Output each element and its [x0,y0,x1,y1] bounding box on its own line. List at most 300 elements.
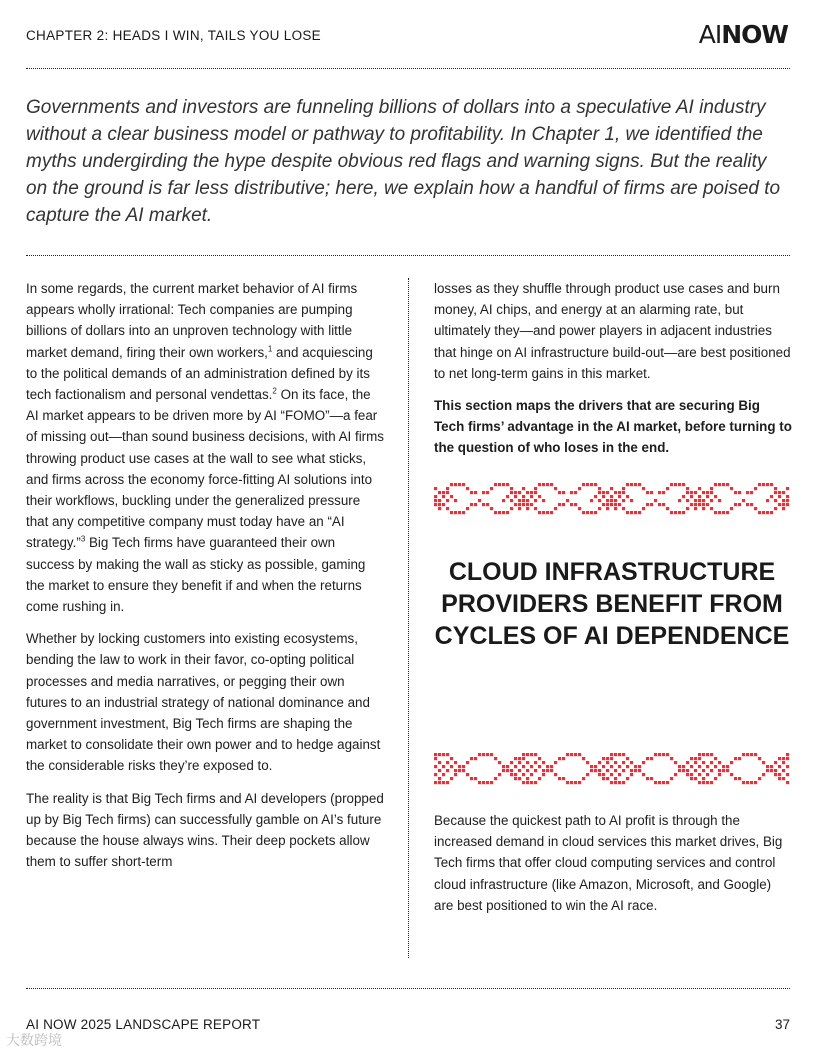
pattern-pixel [782,761,785,764]
pattern-pixel [598,769,601,772]
pattern-pixel [554,487,557,490]
pattern-pixel [726,483,729,486]
pattern-pixel [470,503,473,506]
pattern-pixel [438,507,441,510]
pattern-pixel [714,495,717,498]
pattern-pixel [590,499,593,502]
pattern-pixel [482,753,485,756]
pattern-pixel [654,753,657,756]
pattern-pixel [766,765,769,768]
ai-now-logo: AINOW [698,20,788,49]
footer-report-title: AI NOW 2025 LANDSCAPE REPORT [26,1017,261,1032]
pattern-pixel [610,503,613,506]
pattern-pixel [694,757,697,760]
pattern-pixel [534,769,537,772]
pattern-pixel [446,487,449,490]
pattern-pixel [758,777,761,780]
pattern-pixel [614,507,617,510]
pattern-pixel [742,781,745,784]
pattern-pixel [682,511,685,514]
pattern-pixel [610,487,613,490]
pattern-pixel [594,769,597,772]
pattern-pixel [550,769,553,772]
pattern-pixel [678,499,681,502]
pattern-pixel [694,491,697,494]
pattern-pixel [462,769,465,772]
pattern-pixel [702,753,705,756]
pattern-pixel [642,487,645,490]
pattern-pixel [650,777,653,780]
pattern-pixel [482,491,485,494]
pattern-pixel [722,765,725,768]
pattern-pixel [614,503,617,506]
pattern-pixel [742,753,745,756]
pattern-pixel [486,491,489,494]
pattern-pixel [726,511,729,514]
right-bold-paragraph: This section maps the drivers that are securing Big Tech firms’ advantage in the AI market, before turning to the question of who loses in the end. [434,398,792,456]
pattern-pixel [698,753,701,756]
footnote-ref-2[interactable]: 2 [272,386,277,396]
pattern-pixel [558,777,561,780]
pattern-pixel [622,499,625,502]
pattern-pixel [462,483,465,486]
pattern-pixel [542,483,545,486]
pattern-pixel [534,753,537,756]
pattern-pixel [730,487,733,490]
pattern-pixel [738,503,741,506]
pattern-pixel [714,511,717,514]
pattern-pixel [498,483,501,486]
pattern-pixel [446,781,449,784]
pattern-pixel [530,491,533,494]
section-title: CLOUD INFRASTRUCTURE PROVIDERS BENEFIT FROM CYCLES OF AI DEPENDENCE [434,558,790,650]
pattern-pixel [546,483,549,486]
pattern-pixel [750,503,753,506]
pattern-pixel [462,765,465,768]
pattern-pixel [734,777,737,780]
pattern-pixel [638,511,641,514]
pattern-pixel [622,753,625,756]
pattern-pixel [578,753,581,756]
pattern-pixel [498,761,501,764]
pattern-pixel [662,753,665,756]
pattern-pixel [554,761,557,764]
pattern-pixel [450,495,453,498]
pattern-pixel [486,781,489,784]
pattern-pixel [786,757,789,760]
pattern-pixel [518,491,521,494]
pattern-pixel [438,769,441,772]
pattern-pixel [602,495,605,498]
pattern-pixel [434,487,437,490]
pattern-pixel [658,781,661,784]
pattern-pixel [626,765,629,768]
pattern-pixel [466,507,469,510]
pattern-pixel [602,773,605,776]
pattern-pixel [522,503,525,506]
pattern-pixel [450,765,453,768]
pattern-pixel [670,483,673,486]
right-column [434,278,792,470]
pattern-pixel [434,503,437,506]
pattern-pixel [570,753,573,756]
pattern-pixel [682,483,685,486]
pattern-pixel [682,765,685,768]
pattern-pixel [602,765,605,768]
pattern-pixel [702,777,705,780]
pattern-pixel [454,773,457,776]
pattern-pixel [706,773,709,776]
pattern-pixel [666,487,669,490]
pattern-pixel [734,757,737,760]
pattern-pixel [778,777,781,780]
pattern-pixel [754,753,757,756]
pattern-pixel [530,495,533,498]
pattern-pixel [762,511,765,514]
pattern-pixel [526,491,529,494]
pattern-pixel [646,503,649,506]
pattern-pixel [778,495,781,498]
pattern-pixel [618,765,621,768]
pattern-pixel [434,495,437,498]
pattern-pixel [706,491,709,494]
chapter-header: CHAPTER 2: HEADS I WIN, TAILS YOU LOSE [26,28,321,43]
pattern-pixel [506,765,509,768]
pattern-pixel [754,487,757,490]
pattern-pixel [610,499,613,502]
pattern-pixel [754,507,757,510]
pattern-pixel [502,499,505,502]
pattern-pixel [690,495,693,498]
pattern-pixel [666,507,669,510]
pattern-pixel [578,507,581,510]
pattern-pixel [694,503,697,506]
pattern-pixel [554,773,557,776]
pattern-pixel [542,499,545,502]
pattern-pixel [782,507,785,510]
pattern-pixel [762,761,765,764]
pattern-pixel [526,781,529,784]
pattern-pixel [566,753,569,756]
pattern-pixel [766,511,769,514]
pattern-pixel [582,757,585,760]
pattern-pixel [598,487,601,490]
pattern-pixel [454,511,457,514]
pattern-pixel [598,499,601,502]
pattern-pixel [714,765,717,768]
pattern-pixel [734,491,737,494]
pattern-pixel [782,757,785,760]
pattern-pixel [786,503,789,506]
pattern-pixel [478,781,481,784]
pattern-pixel [490,487,493,490]
pattern-pixel [546,769,549,772]
pattern-pixel [786,765,789,768]
pattern-pixel [434,753,437,756]
pattern-pixel [530,781,533,784]
footnote-ref-1[interactable]: 1 [267,344,273,354]
pattern-pixel [650,757,653,760]
pattern-pixel [750,781,753,784]
pattern-pixel [718,761,721,764]
pattern-pixel [454,761,457,764]
pattern-pixel [542,511,545,514]
pattern-pixel [606,507,609,510]
pattern-pixel [658,503,661,506]
pattern-pixel [742,499,745,502]
pattern-pixel [530,773,533,776]
pattern-pixel [690,777,693,780]
pattern-pixel [506,483,509,486]
pattern-pixel [522,765,525,768]
pattern-pixel [606,761,609,764]
pattern-pixel [686,761,689,764]
pattern-pixel [446,769,449,772]
pattern-pixel [538,511,541,514]
pattern-pixel [470,777,473,780]
pattern-pixel [554,507,557,510]
pattern-pixel [606,499,609,502]
pattern-pixel [678,769,681,772]
pattern-pixel [522,499,525,502]
pattern-pixel [550,765,553,768]
pattern-pixel [702,503,705,506]
pattern-pixel [690,773,693,776]
pattern-pixel [446,499,449,502]
pattern-pixel [526,761,529,764]
pattern-pixel [606,503,609,506]
pattern-pixel [510,499,513,502]
pattern-pixel [770,495,773,498]
pattern-pixel [738,777,741,780]
pattern-pixel [538,483,541,486]
pattern-pixel [666,781,669,784]
pattern-pixel [514,765,517,768]
pattern-pixel [434,765,437,768]
pattern-pixel [530,503,533,506]
decorative-pattern-top [434,478,790,520]
pattern-pixel [710,761,713,764]
pattern-pixel [466,761,469,764]
divider-lead [26,255,790,256]
pattern-pixel [662,503,665,506]
pattern-pixel [522,487,525,490]
pattern-pixel [434,499,437,502]
pattern-pixel [602,757,605,760]
pattern-pixel [698,773,701,776]
pattern-pixel [562,777,565,780]
pattern-pixel [674,761,677,764]
pattern-pixel [562,503,565,506]
pattern-pixel [474,757,477,760]
pattern-pixel [694,761,697,764]
pattern-pixel [718,511,721,514]
pattern-pixel [638,769,641,772]
pattern-pixel [526,499,529,502]
pattern-pixel [694,777,697,780]
pattern-pixel [634,483,637,486]
pattern-pixel [502,483,505,486]
pattern-pixel [558,503,561,506]
pattern-pixel [626,511,629,514]
pattern-pixel [602,503,605,506]
pattern-pixel [438,781,441,784]
left-paragraph-3: The reality is that Big Tech firms and AI developers (propped up by Big Tech firms) can successfully gamble on AI’s future because the house always wins. Their deep pockets allow them to suffer short-term [26,790,384,870]
pattern-pixel [606,491,609,494]
pattern-pixel [718,483,721,486]
pattern-pixel [654,499,657,502]
pattern-pixel [522,757,525,760]
pattern-pixel [474,491,477,494]
pattern-pixel [698,503,701,506]
pattern-pixel [586,761,589,764]
pattern-pixel [650,503,653,506]
pattern-pixel [718,499,721,502]
pattern-pixel [514,773,517,776]
pattern-pixel [522,773,525,776]
pattern-pixel [782,503,785,506]
pattern-pixel [710,491,713,494]
pattern-pixel [586,511,589,514]
pattern-pixel [498,511,501,514]
pattern-pixel [510,507,513,510]
pattern-pixel [778,765,781,768]
pattern-pixel [518,499,521,502]
pattern-pixel [514,503,517,506]
pattern-pixel [774,507,777,510]
pattern-pixel [614,499,617,502]
page-number: 37 [774,1017,790,1032]
pattern-pixel [670,511,673,514]
pattern-pixel [570,491,573,494]
pattern-pixel [714,757,717,760]
footnote-ref-3[interactable]: 3 [80,534,86,544]
pattern-pixel [530,765,533,768]
pattern-pixel [702,507,705,510]
pattern-pixel [450,483,453,486]
pattern-pixel [538,495,541,498]
pattern-pixel [710,487,713,490]
pattern-pixel [566,499,569,502]
pattern-pixel [706,503,709,506]
pattern-pixel [438,777,441,780]
pattern-pixel [490,507,493,510]
pattern-pixel [610,781,613,784]
pattern-pixel [786,487,789,490]
pattern-pixel [578,781,581,784]
pattern-pixel [738,757,741,760]
pattern-pixel [526,507,529,510]
pattern-pixel [746,491,749,494]
pattern-pixel [774,487,777,490]
pattern-pixel [590,511,593,514]
pattern-pixel [618,495,621,498]
pattern-pixel [646,757,649,760]
pattern-pixel [670,777,673,780]
pattern-pixel [686,491,689,494]
pattern-pixel [574,503,577,506]
pattern-pixel [694,769,697,772]
pattern-pixel [574,753,577,756]
pattern-pixel [442,491,445,494]
pattern-pixel [570,781,573,784]
pattern-pixel [474,777,477,780]
pattern-pixel [642,761,645,764]
pattern-pixel [638,765,641,768]
pattern-pixel [622,769,625,772]
pattern-pixel [438,753,441,756]
pattern-pixel [518,777,521,780]
pattern-pixel [638,483,641,486]
pattern-pixel [450,511,453,514]
pattern-pixel [586,483,589,486]
pattern-pixel [442,765,445,768]
pattern-pixel [698,487,701,490]
pattern-pixel [614,777,617,780]
pattern-pixel [782,499,785,502]
pattern-pixel [782,769,785,772]
pattern-pixel [494,757,497,760]
pattern-pixel [514,495,517,498]
pattern-pixel [478,499,481,502]
pattern-pixel [710,499,713,502]
pattern-pixel [522,781,525,784]
pattern-pixel [442,781,445,784]
pattern-pixel [774,773,777,776]
pattern-pixel [774,499,777,502]
pattern-pixel [610,495,613,498]
decorative-pattern-bottom [434,748,790,790]
pattern-pixel [702,499,705,502]
pattern-pixel [730,507,733,510]
pattern-pixel [630,483,633,486]
pattern-pixel [574,781,577,784]
pattern-pixel [610,773,613,776]
pattern-pixel [506,769,509,772]
pattern-pixel [590,765,593,768]
pattern-pixel [710,781,713,784]
pattern-pixel [726,769,729,772]
pattern-pixel [614,491,617,494]
pattern-pixel [634,511,637,514]
pattern-pixel [618,773,621,776]
pattern-pixel [626,757,629,760]
pattern-pixel [778,773,781,776]
pattern-pixel [462,511,465,514]
pattern-pixel [618,781,621,784]
pattern-pixel [442,503,445,506]
pattern-pixel [494,511,497,514]
pattern-pixel [442,753,445,756]
pattern-pixel [622,491,625,494]
pattern-pixel [530,753,533,756]
pattern-pixel [534,781,537,784]
pattern-pixel [534,499,537,502]
pattern-pixel [758,757,761,760]
pattern-pixel [614,761,617,764]
pattern-pixel [642,773,645,776]
divider-footer [26,988,790,989]
pattern-pixel [774,491,777,494]
pattern-pixel [786,495,789,498]
pattern-pixel [722,769,725,772]
pattern-pixel [706,765,709,768]
pattern-pixel [698,495,701,498]
pattern-pixel [470,491,473,494]
pattern-pixel [578,487,581,490]
pattern-pixel [634,769,637,772]
pattern-pixel [770,769,773,772]
